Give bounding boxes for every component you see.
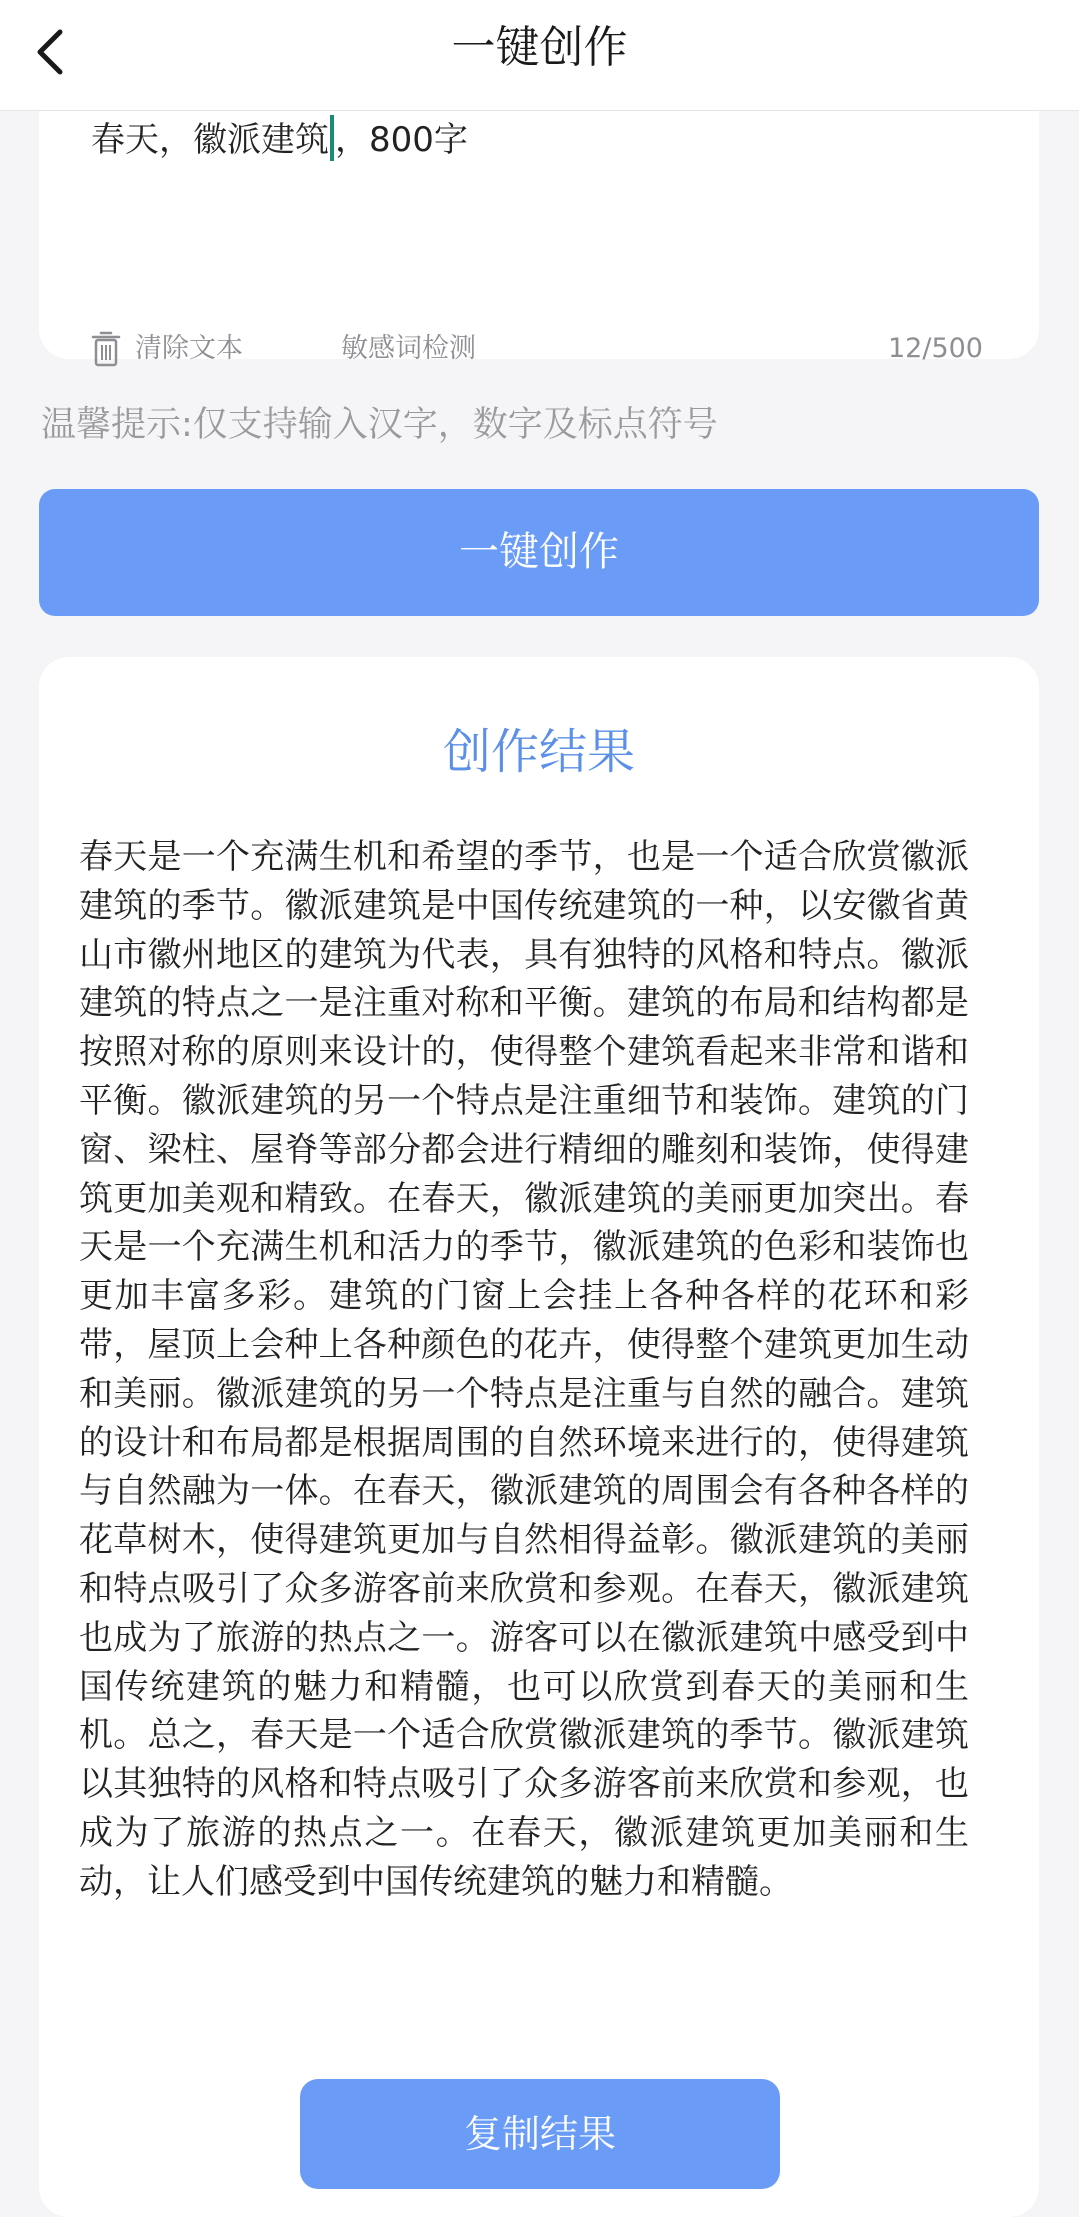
prompt-text-after-caret: ，800字 xyxy=(335,120,468,160)
generate-button[interactable]: 一键创作 xyxy=(39,489,1039,616)
prompt-input[interactable] xyxy=(91,115,468,165)
result-title: 创作结果 xyxy=(442,724,635,780)
result-card xyxy=(39,657,1039,2217)
copy-result-button[interactable]: 复制结果 xyxy=(300,2079,780,2189)
top-bar xyxy=(0,0,1079,111)
clear-text-button[interactable]: 清除文本 xyxy=(135,333,243,364)
result-text: 春天是一个充满生机和希望的季节，也是一个适合欣赏徽派建筑的季节。徽派建筑是中国传统建筑的一种，以安徽省黄山市徽州地区的建筑为代表，具有独特的风格和特点。徽派建筑的特点之一是注重对称和平衡。建筑的布局和结构都是按照对称的原则来设计的，使得整个建筑看起来非常和谐和平衡。徽派建筑的另一个特点是注重细节和装饰。建筑的门窗、梁柱、屋脊等部分都会进行精细的雕刻和装饰，使得建筑更加美观和精致。在春天，徽派建筑的美丽更加突出。春天是一个充满生机和活力的季节，徽派建筑的色彩和装饰也更加丰富多彩。建筑的门窗上会挂上各种各样的花环和彩带，屋顶上会种上各种颜色的花卉，使得整个建筑更加生动和美丽。徽派建筑的另一个特点是注重与自然的融合。建筑的设计和布局都是根据周围的自然环境来进行的，使得建筑与自然融为一体。在春天，徽派建筑的周围会有各种各样的花草树木，使得建筑更加与自然相得益彰。徽派建筑的美丽和特点吸引了众多游客前来欣赏和参观。在春天，徽派建筑也成为了旅游的热点之一。游客可以在徽派建筑中感受到中国传统建筑的魅力和精髓，也可以欣赏到春天的美丽和生机。总之，春天是一个适合欣赏徽派建筑的季节。徽派建筑以其独特的风格和特点吸引了众多游客前来欣赏和参观，也成为了旅游的热点之一。在春天，徽派建筑更加美丽和生动，让人们感受到中国传统建筑的魅力和精髓。 xyxy=(79,837,969,1902)
input-footer xyxy=(91,325,987,375)
sensitive-word-check-button[interactable]: 敏感词检测 xyxy=(341,333,476,364)
prompt-text-before-caret: 春天，徽派建筑 xyxy=(91,120,329,160)
text-caret xyxy=(330,115,334,161)
input-tip: 温馨提示:仅支持输入汉字，数字及标点符号 xyxy=(41,405,718,445)
character-counter: 12/500 xyxy=(888,333,983,364)
page-title: 一键创作 xyxy=(451,22,628,73)
trash-icon[interactable] xyxy=(91,331,121,367)
